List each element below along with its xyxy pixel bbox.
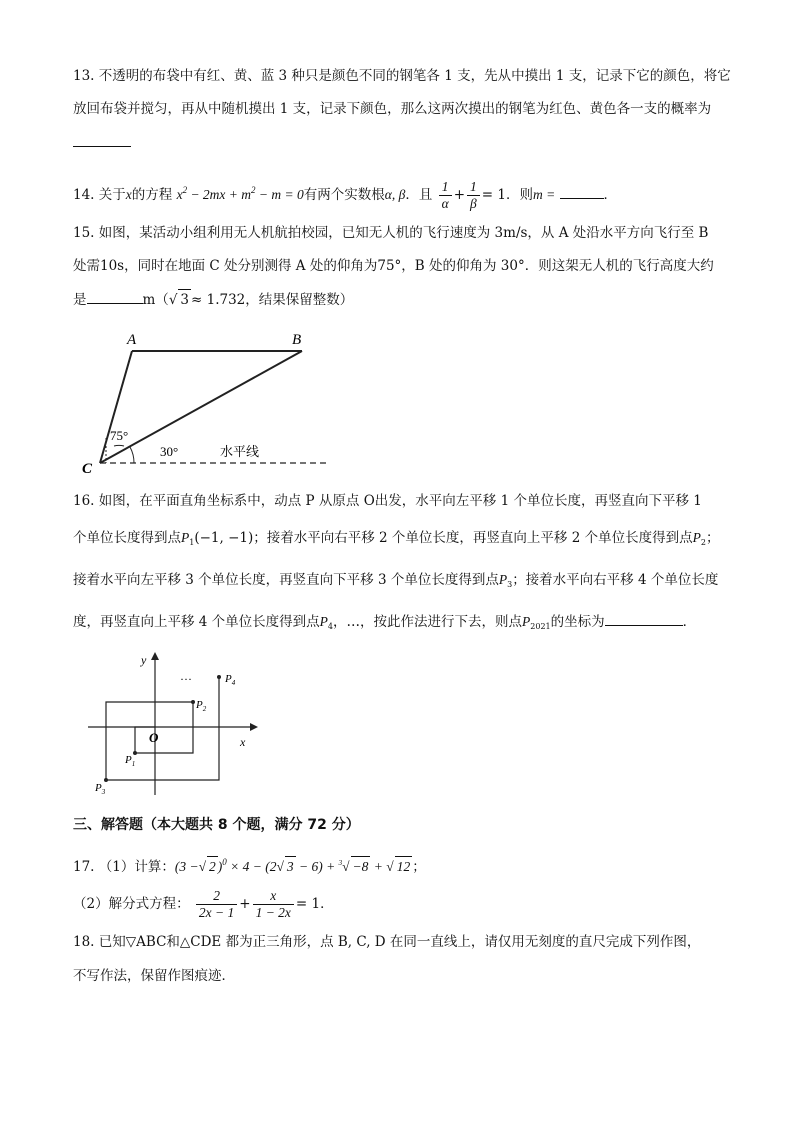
q15-sqrt: √ 3 — [169, 292, 191, 308]
p1-label: $P_1$ — [125, 754, 136, 768]
p3-label: $P_3$ — [95, 782, 106, 796]
q14-text-eq: 的方程 — [131, 187, 173, 203]
q14-fraction-alpha: $\frac{1}{\alpha}$ — [439, 179, 452, 212]
q15-line-3 — [73, 289, 353, 310]
q14-prefix: 14. 关于 — [73, 187, 126, 203]
q18-line-1: 18. 已知▽ABC和△CDE 都为正三角形，点 B, C, D 在同一直线上，请仅用无刻度的直尺完成下列作图， — [73, 934, 701, 950]
horizontal-label: 水平线 — [220, 444, 260, 459]
origin-label: O — [149, 730, 159, 745]
q15-line-1: 15. 如图，某活动小组利用无人机航拍校园，已知无人机的飞行速度为 3m/s，从 A 处沿水平方向飞行至 B — [73, 225, 709, 241]
q13-line-2: 放回布袋并搅匀，再从中随机摸出 1 支，记录下颜色，那么这两次摸出的钢笔为红色、黄色各一支的概率为 — [73, 101, 712, 117]
q14-fraction-beta: $\frac{1}{\beta}$ — [467, 179, 480, 212]
angle-75-arc — [114, 445, 124, 446]
label-b: B — [292, 332, 302, 348]
q15-unit: m（ — [142, 292, 169, 308]
q15-figure — [70, 326, 340, 476]
q17-part-2: （2）解分式方程： $\frac{2}{2x - 1}$ + $\frac{x}{1 - 2x}$ = 1． — [73, 888, 334, 920]
q13-answer-blank[interactable] — [73, 132, 131, 147]
q16-figure — [88, 650, 268, 800]
y-axis-arrow — [151, 652, 159, 660]
p2-label: $P_2$ — [196, 699, 207, 713]
q14-end: ． — [603, 187, 618, 203]
q17-fraction-1: $\frac{2}{2x - 1}$ — [196, 888, 237, 921]
angle-30-arc — [130, 447, 134, 463]
point-p1 — [133, 751, 137, 755]
q17-fraction-2: $\frac{x}{1 - 2x}$ — [253, 888, 294, 921]
x-axis-arrow — [250, 723, 258, 731]
point-p4 — [217, 675, 221, 679]
q18-line-2: 不写作法，保留作图痕迹． — [73, 968, 235, 984]
q14-answer-blank[interactable] — [560, 184, 604, 199]
q14-text-and: ．且 — [405, 187, 433, 203]
q17-expression: (3 −√ 2 )$^0$ × 4 − (2√ 3 − 6) + $^3$√ −8 + √ 12 — [175, 859, 412, 874]
point-p3 — [104, 778, 108, 782]
q16-line-1: 16. 如图，在平面直角坐标系中，动点 P 从原点 O出发，水平向左平移 1 个单位长度，再竖直向下平移 1 — [73, 493, 702, 509]
q13-answer-line — [73, 132, 131, 153]
q17-label: 17. （1）计算： — [73, 859, 175, 875]
ellipsis-label: ··· — [180, 672, 192, 686]
p4-label: $P_4$ — [225, 673, 236, 687]
line-cb — [100, 351, 302, 463]
q16-answer-blank[interactable] — [605, 611, 683, 626]
q15-prefix: 是 — [73, 292, 87, 308]
q14-m-eq: m = — [532, 187, 556, 202]
q17-part2-label: （2）解分式方程： — [73, 896, 190, 912]
line-ca — [100, 351, 132, 463]
label-a: A — [127, 332, 137, 348]
q14-eq-one: = 1．则 — [481, 187, 533, 203]
q15-answer-blank[interactable] — [87, 289, 143, 304]
q14-var-x: x — [125, 187, 132, 202]
q16-line-3: 接着水平向左平移 3 个单位长度，再竖直向下平移 3 个单位长度得到点$P_3$；接着水平向右平移 4 个单位长度 — [73, 572, 719, 589]
point-p2 — [191, 700, 195, 704]
q16-line-2: 个单位长度得到点$P_1(-1$, −1)；接着水平向右平移 2 个单位长度，再竖直向上平移 2 个单位长度得到点$P_2$； — [73, 530, 720, 547]
q15-line-2: 处需10s，同时在地面 C 处分别测得 A 处的仰角为75°，B 处的仰角为 30°．则这架无人机的飞行高度大约 — [73, 258, 714, 274]
q14-text-roots: 有两个实数根 — [303, 187, 385, 203]
angle-75-label: 75° — [110, 428, 129, 443]
q13-line-1: 13. 不透明的布袋中有红、黄、蓝 3 种只是颜色不同的钢笔各 1 支，先从中摸出 1 支，记录下它的颜色，将它 — [73, 68, 731, 84]
angle-30-label: 30° — [160, 444, 179, 459]
q17-part-1: 17. （1）计算：(3 −√ 2 )$^0$ × 4 − (2√ 3 − 6) + $^3$√ −8 + √ 12 ； — [73, 857, 426, 875]
x-label: x — [240, 735, 246, 749]
q14-line — [73, 172, 617, 213]
q16-p1-coord: (−1, −1) — [194, 530, 254, 546]
q14-roots: α, β — [384, 187, 406, 202]
section-3-heading: 三、解答题（本大题共 8 个题，满分 72 分） — [73, 817, 360, 833]
q14-plus: + — [453, 187, 466, 203]
q15-suffix: ≈ 1.732，结果保留整数） — [191, 292, 354, 308]
label-c: C — [82, 461, 93, 476]
q16-line-4: 度，再竖直向上平移 4 个单位长度得到点$P_4$，…，按此作法进行下去，则点$P_{2021}$的坐标为 ． — [73, 611, 696, 637]
q14-equation: $x^2 - 2mx + m^2 - m = 0$ — [176, 185, 304, 202]
spiral-path — [106, 677, 219, 780]
y-label: y — [141, 653, 147, 667]
